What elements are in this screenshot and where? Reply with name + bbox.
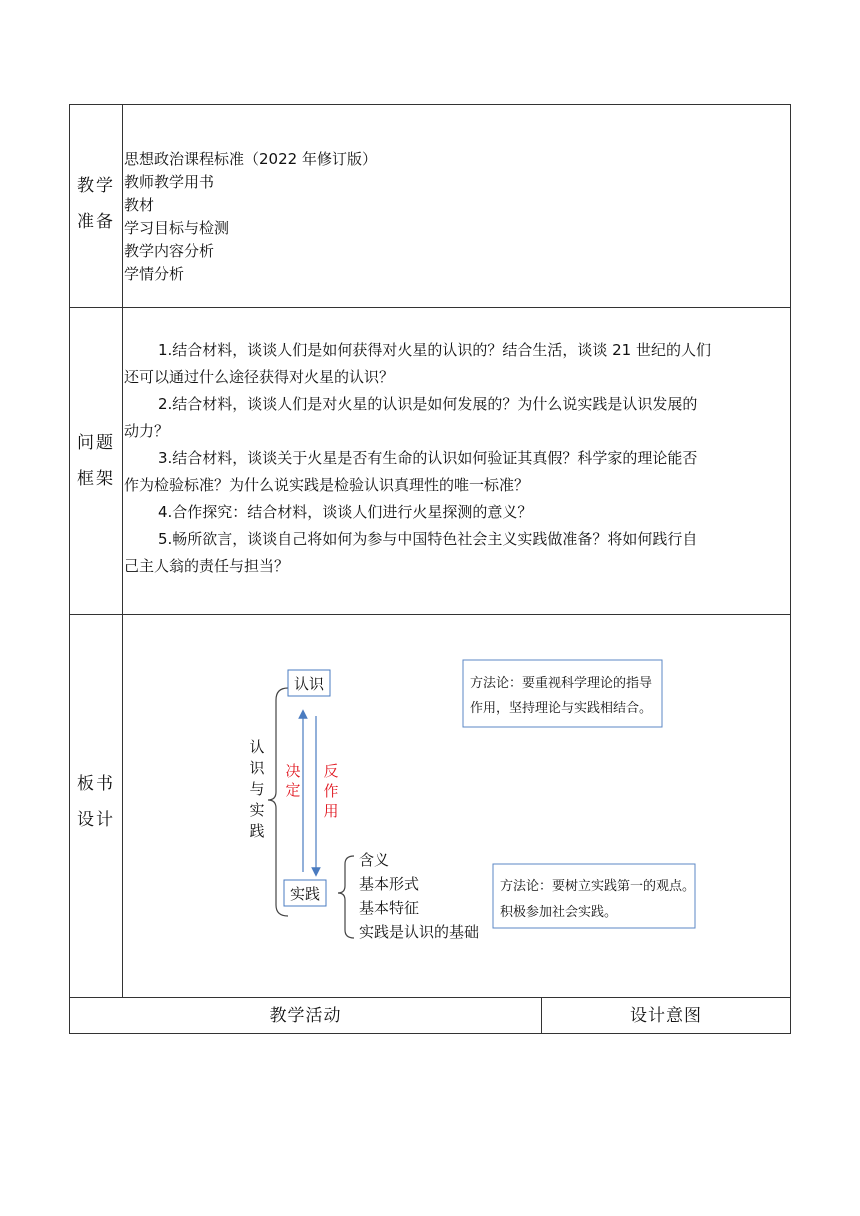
root-char: 实 xyxy=(249,801,265,819)
arrow-down-label-char: 用 xyxy=(323,802,339,820)
note-top-box xyxy=(463,660,662,727)
framework-label: 问题 框架 xyxy=(77,433,115,489)
note-bottom-line: 积极参加社会实践。 xyxy=(500,905,618,920)
root-char: 认 xyxy=(249,738,265,756)
root-char: 识 xyxy=(249,759,265,777)
node-practice: 实践 xyxy=(289,885,321,903)
question-line: 动力？ xyxy=(124,422,170,440)
board-label: 板书 设计 xyxy=(77,774,115,830)
question-line: 1.结合材料，谈谈人们是如何获得对火星的认识的？结合生活，谈谈 21 世纪的人们 xyxy=(158,341,711,359)
prep-item: 教材 xyxy=(124,196,155,214)
row-divider-prep xyxy=(69,307,791,308)
arrow-up-label-char: 决 xyxy=(285,762,301,780)
arrow-down-label-char: 反 xyxy=(323,762,339,780)
question-line: 4.合作探究：结合材料，谈谈人们进行火星探测的意义？ xyxy=(158,503,533,521)
question-line: 还可以通过什么途径获得对火星的认识？ xyxy=(124,368,395,386)
row-divider-framework xyxy=(69,614,791,615)
prep-list xyxy=(124,148,377,286)
question-line: 3.结合材料，谈谈关于火星是否有生命的认识如何验证其真假？科学家的理论能否 xyxy=(158,449,698,467)
activity-header: 教学活动 xyxy=(269,1006,342,1026)
question-line: 作为检验标准？为什么说实践是检验认识真理性的唯一标准？ xyxy=(124,476,530,494)
prep-item: 教师教学用书 xyxy=(124,173,215,191)
note-bottom-line: 方法论：要树立实践第一的观点。 xyxy=(500,879,696,894)
prep-item: 学情分析 xyxy=(124,265,185,283)
practice-item: 基本特征 xyxy=(359,899,420,917)
arrow-down-label-char: 作 xyxy=(323,782,339,800)
prep-item: 教学内容分析 xyxy=(124,242,215,260)
practice-item: 基本形式 xyxy=(359,875,420,893)
prep-item: 思想政治课程标准（2022 年修订版） xyxy=(124,150,377,168)
practice-item: 实践是认识的基础 xyxy=(359,923,480,941)
question-line: 2.结合材料，谈谈人们是对火星的认识是如何发展的？为什么说实践是认识发展的 xyxy=(158,395,698,413)
prep-item: 学习目标与检测 xyxy=(124,219,230,237)
root-char: 践 xyxy=(249,822,265,840)
intent-header: 设计意图 xyxy=(630,1006,702,1026)
arrow-up-label-char: 定 xyxy=(285,781,301,799)
root-char: 与 xyxy=(249,780,265,798)
note-top-line: 方法论：要重视科学理论的指导 xyxy=(470,676,653,691)
label-column-divider xyxy=(122,104,123,997)
question-list xyxy=(124,337,790,580)
node-cognition: 认识 xyxy=(293,675,325,693)
practice-item: 含义 xyxy=(359,851,390,869)
question-line: 己主人翁的责任与担当？ xyxy=(124,557,290,575)
prep-label: 教学 准备 xyxy=(77,176,115,232)
note-top-line: 作用，坚持理论与实践相结合。 xyxy=(470,701,653,716)
question-line: 5.畅所欲言，谈谈自己将如何为参与中国特色社会主义实践做准备？将如何践行自 xyxy=(158,530,698,548)
